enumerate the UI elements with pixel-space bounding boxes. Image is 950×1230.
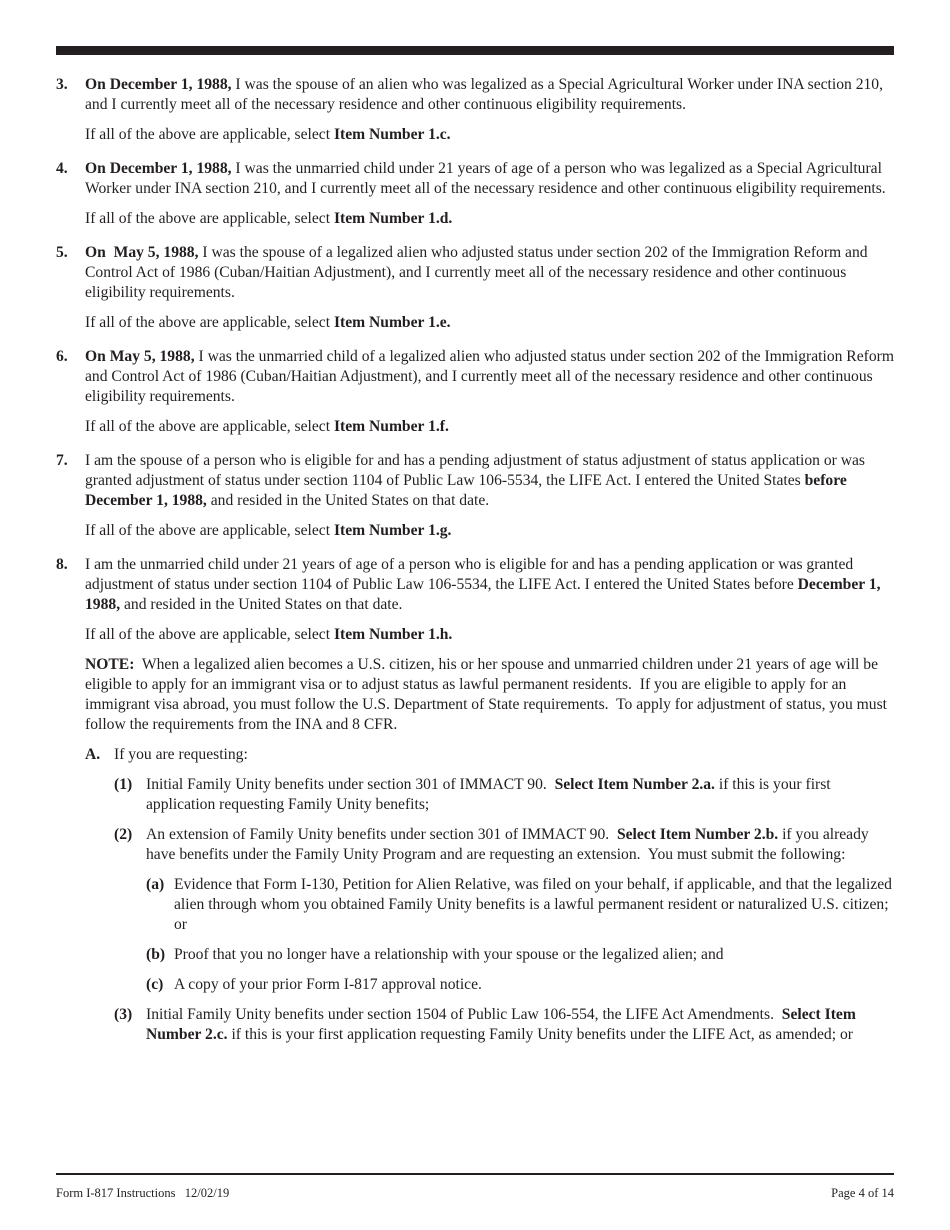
item-lead: On May 5, 1988,	[85, 244, 199, 261]
item-text: On December 1, 1988, I was the unmarried child under 21 years of age of a person who was legalized as a Special Agricultural Worker under INA section 210, and I currently meet all of the necessary residence and other continuous eligibility requirements.	[85, 160, 886, 197]
item-4	[56, 159, 896, 229]
item-lead: On May 5, 1988,	[85, 348, 195, 365]
item-3	[56, 75, 896, 145]
item-text: On May 5, 1988, I was the spouse of a legalized alien who adjusted status under section 202 of the Immigration Reform and Control Act of 1986 (Cuban/Haitian Adjustment), and I currently meet all of the necessary residence and other continuous eligibility requirements.	[85, 244, 868, 301]
item-5	[56, 243, 896, 333]
section-a-text: If you are requesting:	[114, 746, 248, 763]
item-lead: On December 1, 1988,	[85, 160, 232, 177]
sub-item-2	[56, 825, 896, 865]
top-rule	[56, 46, 894, 55]
sub-item-text: Initial Family Unity benefits under section 301 of IMMACT 90. Select Item Number 2.a. if this is your first application requesting Family Unity benefits;	[146, 776, 831, 813]
sub-item-label: (b)	[146, 946, 166, 963]
item-select-instruction: If all of the above are applicable, select Item Number 1.g.	[85, 522, 452, 539]
sub-item-text: Evidence that Form I-130, Petition for Alien Relative, was filed on your behalf, if applicable, and that the legalized alien through whom you obtained Family Unity benefits is a lawful permanent resident or naturalized U.S. citizen; or	[174, 876, 892, 933]
item-number: 8.	[56, 556, 68, 573]
sub-item-2b	[56, 945, 896, 965]
item-number: 6.	[56, 348, 68, 365]
sub-item-3	[56, 1005, 896, 1045]
section-a-label: A.	[85, 746, 101, 763]
item-text: I am the unmarried child under 21 years of age of a person who is eligible for and has a pending application or was granted adjustment of status under section 1104 of Public Law 106-5534, the LIFE Act. I entered the United States before December 1, 1988, and resided in the United States on that date.	[85, 556, 881, 613]
item-7	[56, 451, 896, 541]
item-8	[56, 555, 896, 645]
sub-item-2c	[56, 975, 896, 995]
sub-item-label: (c)	[146, 976, 164, 993]
item-number: 3.	[56, 76, 68, 93]
item-number: 7.	[56, 452, 68, 469]
sub-item-1	[56, 775, 896, 815]
sub-item-text: Proof that you no longer have a relationship with your spouse or the legalized alien; and	[174, 946, 724, 963]
item-text: On December 1, 1988, I was the spouse of an alien who was legalized as a Special Agricultural Worker under INA section 210, and I currently meet all of the necessary residence and other continuous eligibility requirements.	[85, 76, 884, 113]
item-text: I am the spouse of a person who is eligible for and has a pending adjustment of status adjustment of status application or was granted adjustment of status under section 1104 of Public Law 106-5534, the LIFE Act. I entered the United States before December 1, 1988, and resided in the United States on that date.	[85, 452, 865, 509]
item-number: 5.	[56, 244, 68, 261]
sub-item-label: (3)	[114, 1006, 133, 1023]
footer-form-id: Form I-817 Instructions 12/02/19	[56, 1186, 230, 1200]
item-lead: On December 1, 1988,	[85, 76, 232, 93]
page-content	[56, 75, 896, 1045]
sub-item-label: (a)	[146, 876, 165, 893]
item-select-instruction: If all of the above are applicable, select Item Number 1.e.	[85, 314, 451, 331]
sub-item-label: (2)	[114, 826, 133, 843]
section-a	[56, 745, 896, 765]
item-select-instruction: If all of the above are applicable, select Item Number 1.d.	[85, 210, 453, 227]
item-select-instruction: If all of the above are applicable, select Item Number 1.c.	[85, 126, 451, 143]
footer-rule	[56, 1173, 894, 1175]
item-text: On May 5, 1988, I was the unmarried child of a legalized alien who adjusted status under section 202 of the Immigration Reform and Control Act of 1986 (Cuban/Haitian Adjustment), and I currently meet all of the necessary residence and other continuous eligibility requirements.	[85, 348, 894, 405]
note-label: NOTE:	[85, 656, 135, 673]
footer-page-number: Page 4 of 14	[831, 1186, 894, 1200]
item-select-instruction: If all of the above are applicable, select Item Number 1.f.	[85, 418, 449, 435]
sub-item-text: Initial Family Unity benefits under section 1504 of Public Law 106-554, the LIFE Act Amendments. Select Item Number 2.c. if this is your first application requesting Family Unity benefits under the LIFE Act, as amended; or	[146, 1006, 856, 1043]
note-text: NOTE: When a legalized alien becomes a U.S. citizen, his or her spouse and unmarried children under 21 years of age will be eligible to apply for an immigrant visa or to adjust status as lawful permanent residents. If you are eligible to apply for an immigrant visa abroad, you must follow the U.S. Department of State requirements. To apply for adjustment of status, you must follow the requirements from the INA and 8 CFR.	[85, 656, 891, 733]
item-number: 4.	[56, 160, 68, 177]
sub-item-text: An extension of Family Unity benefits under section 301 of IMMACT 90. Select Item Number 2.b. if you already have benefits under the Family Unity Program and are requesting an extension. You must submit the following:	[146, 826, 873, 863]
item-6	[56, 347, 896, 437]
sub-item-label: (1)	[114, 776, 133, 793]
sub-item-text: A copy of your prior Form I-817 approval notice.	[174, 976, 482, 993]
item-select-instruction: If all of the above are applicable, select Item Number 1.h.	[85, 626, 453, 643]
sub-item-2a	[56, 875, 896, 935]
note	[56, 655, 896, 735]
